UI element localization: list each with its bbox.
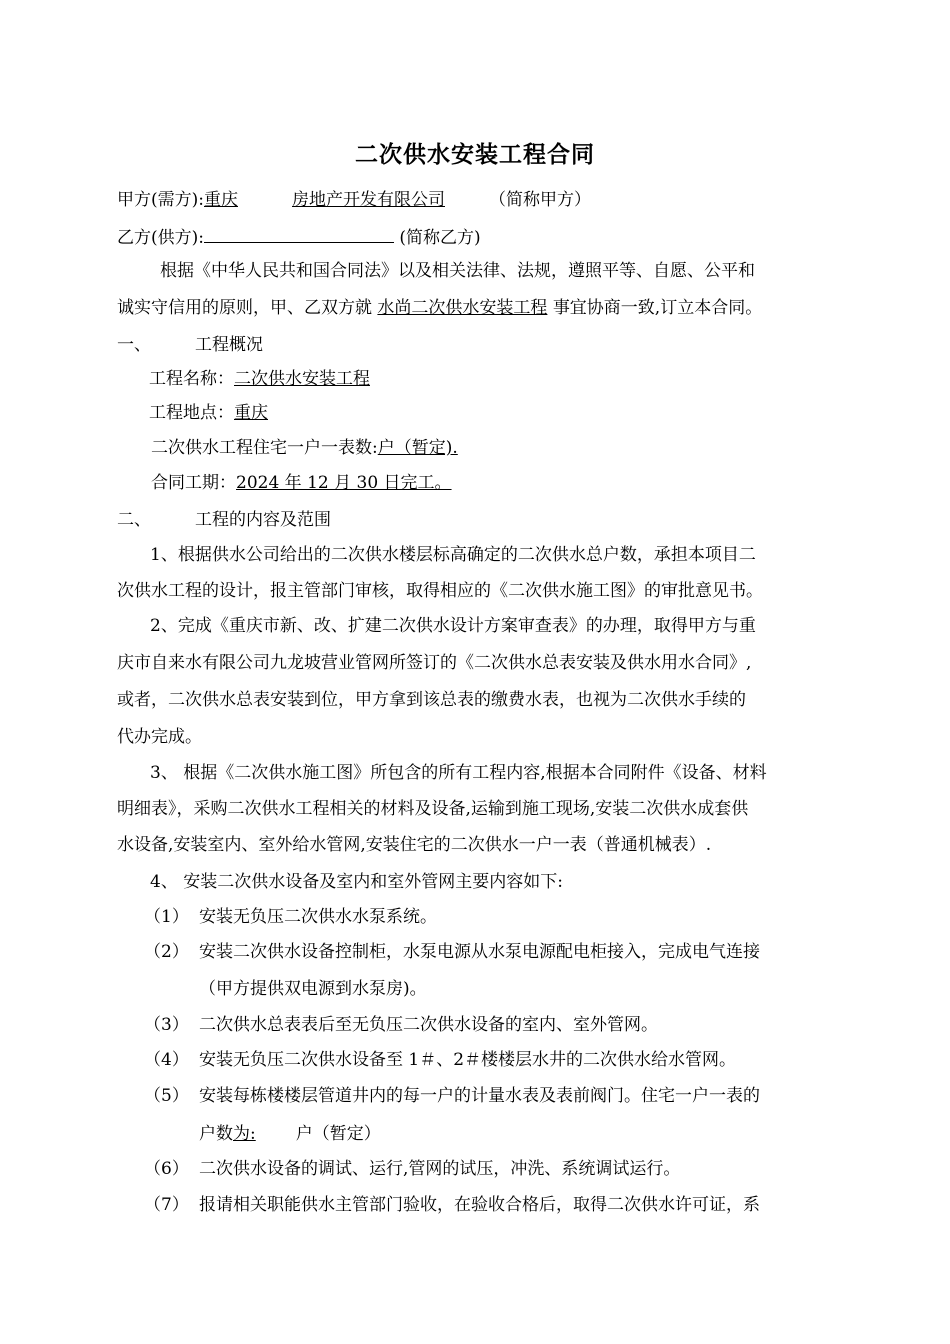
project-location-line: 工程地点：重庆 xyxy=(149,403,268,423)
clause-2-line-1: 2、完成《重庆市新、改、扩建二次供水设计方案审查表》的办理，取得甲方与重 xyxy=(150,616,756,636)
clause-1-line-1: 1、根据供水公司给出的二次供水楼层标高确定的二次供水总户数，承担本项目二 xyxy=(150,545,756,565)
item-2-text-line-2: （甲方提供双电源到水泵房)。 xyxy=(199,979,427,999)
clause-4-line: 4、 安装二次供水设备及室内和室外管网主要内容如下: xyxy=(150,872,563,892)
party-b-note: (简称乙方) xyxy=(399,228,481,248)
clause-3-line-3: 水设备,安装室内、室外给水管网,安装住宅的二次供水一户一表（普通机械表）. xyxy=(117,835,712,855)
households-line: 二次供水工程住宅一户一表数:户（暂定). xyxy=(151,438,458,458)
item-4-text: 安装无负压二次供水设备至 1＃、2＃楼楼层水井的二次供水给水管网。 xyxy=(199,1050,737,1070)
party-a-line xyxy=(117,188,591,212)
item-3-num: （3） xyxy=(144,1015,189,1035)
intro-line-1: 根据《中华人民共和国合同法》以及相关法律、法规，遵照平等、自愿、公平和 xyxy=(160,261,755,281)
clause-2-line-2: 庆市自来水有限公司九龙坡营业管网所签订的《二次供水总表安装及供水用水合同》, xyxy=(117,653,752,673)
party-a-note: （简称甲方） xyxy=(489,190,591,210)
item-2-text-line-1: 安装二次供水设备控制柜，水泵电源从水泵电源配电柜接入，完成电气连接 xyxy=(199,942,760,962)
party-a-label: 甲方(需方): xyxy=(117,190,204,210)
contract-period-line: 合同工期：2024 年 12 月 30 日完工。 xyxy=(151,473,452,493)
clause-3-line-1: 3、 根据《二次供水施工图》所包含的所有工程内容,根据本合同附件《设备、材料 xyxy=(150,763,767,783)
section-2-heading: 二、 工程的内容及范围 xyxy=(117,510,331,530)
item-1-text: 安装无负压二次供水水泵系统。 xyxy=(199,907,437,927)
item-5-num: （5） xyxy=(144,1086,189,1106)
item-7-num: （7） xyxy=(144,1195,189,1215)
clause-3-line-2: 明细表》，采购二次供水工程相关的材料及设备,运输到施工现场,安装二次供水成套供 xyxy=(117,799,749,819)
item-5-text-line-2: 户数为: 户（暂定） xyxy=(199,1124,381,1144)
party-b-name-blank xyxy=(204,224,394,243)
item-6-text: 二次供水设备的调试、运行,管网的试压，冲洗、系统调试运行。 xyxy=(199,1159,681,1179)
section-1-heading: 一、 工程概况 xyxy=(117,335,263,355)
item-3-text: 二次供水总表表后至无负压二次供水设备的室内、室外管网。 xyxy=(199,1015,658,1035)
contract-title: 二次供水安装工程合同 xyxy=(355,142,595,168)
project-name-line: 工程名称：二次供水安装工程 xyxy=(149,369,370,389)
clause-2-line-3: 或者，二次供水总表安装到位，甲方拿到该总表的缴费水表，也视为二次供水手续的 xyxy=(117,690,746,710)
intro-line-2: 诚实守信用的原则，甲、乙双方就 水尚二次供水安装工程 事宜协商一致,订立本合同。 xyxy=(117,298,763,318)
clause-2-line-4: 代办完成。 xyxy=(117,727,202,747)
item-7-text: 报请相关职能供水主管部门验收，在验收合格后，取得二次供水许可证，系 xyxy=(199,1195,760,1215)
party-b-label: 乙方(供方): xyxy=(117,228,204,248)
item-2-num: （2） xyxy=(144,942,189,962)
party-a-name: 重庆 房地产开发有限公司 xyxy=(204,190,445,210)
item-6-num: （6） xyxy=(144,1159,189,1179)
item-1-num: （1） xyxy=(144,907,189,927)
item-5-text-line-1: 安装每栋楼楼层管道井内的每一户的计量水表及表前阀门。住宅一户一表的 xyxy=(199,1086,760,1106)
party-b-line xyxy=(117,224,481,250)
item-4-num: （4） xyxy=(144,1050,189,1070)
clause-1-line-2: 次供水工程的设计，报主管部门审核，取得相应的《二次供水施工图》的审批意见书。 xyxy=(117,581,763,601)
project-name: 水尚二次供水安装工程 xyxy=(377,298,548,318)
